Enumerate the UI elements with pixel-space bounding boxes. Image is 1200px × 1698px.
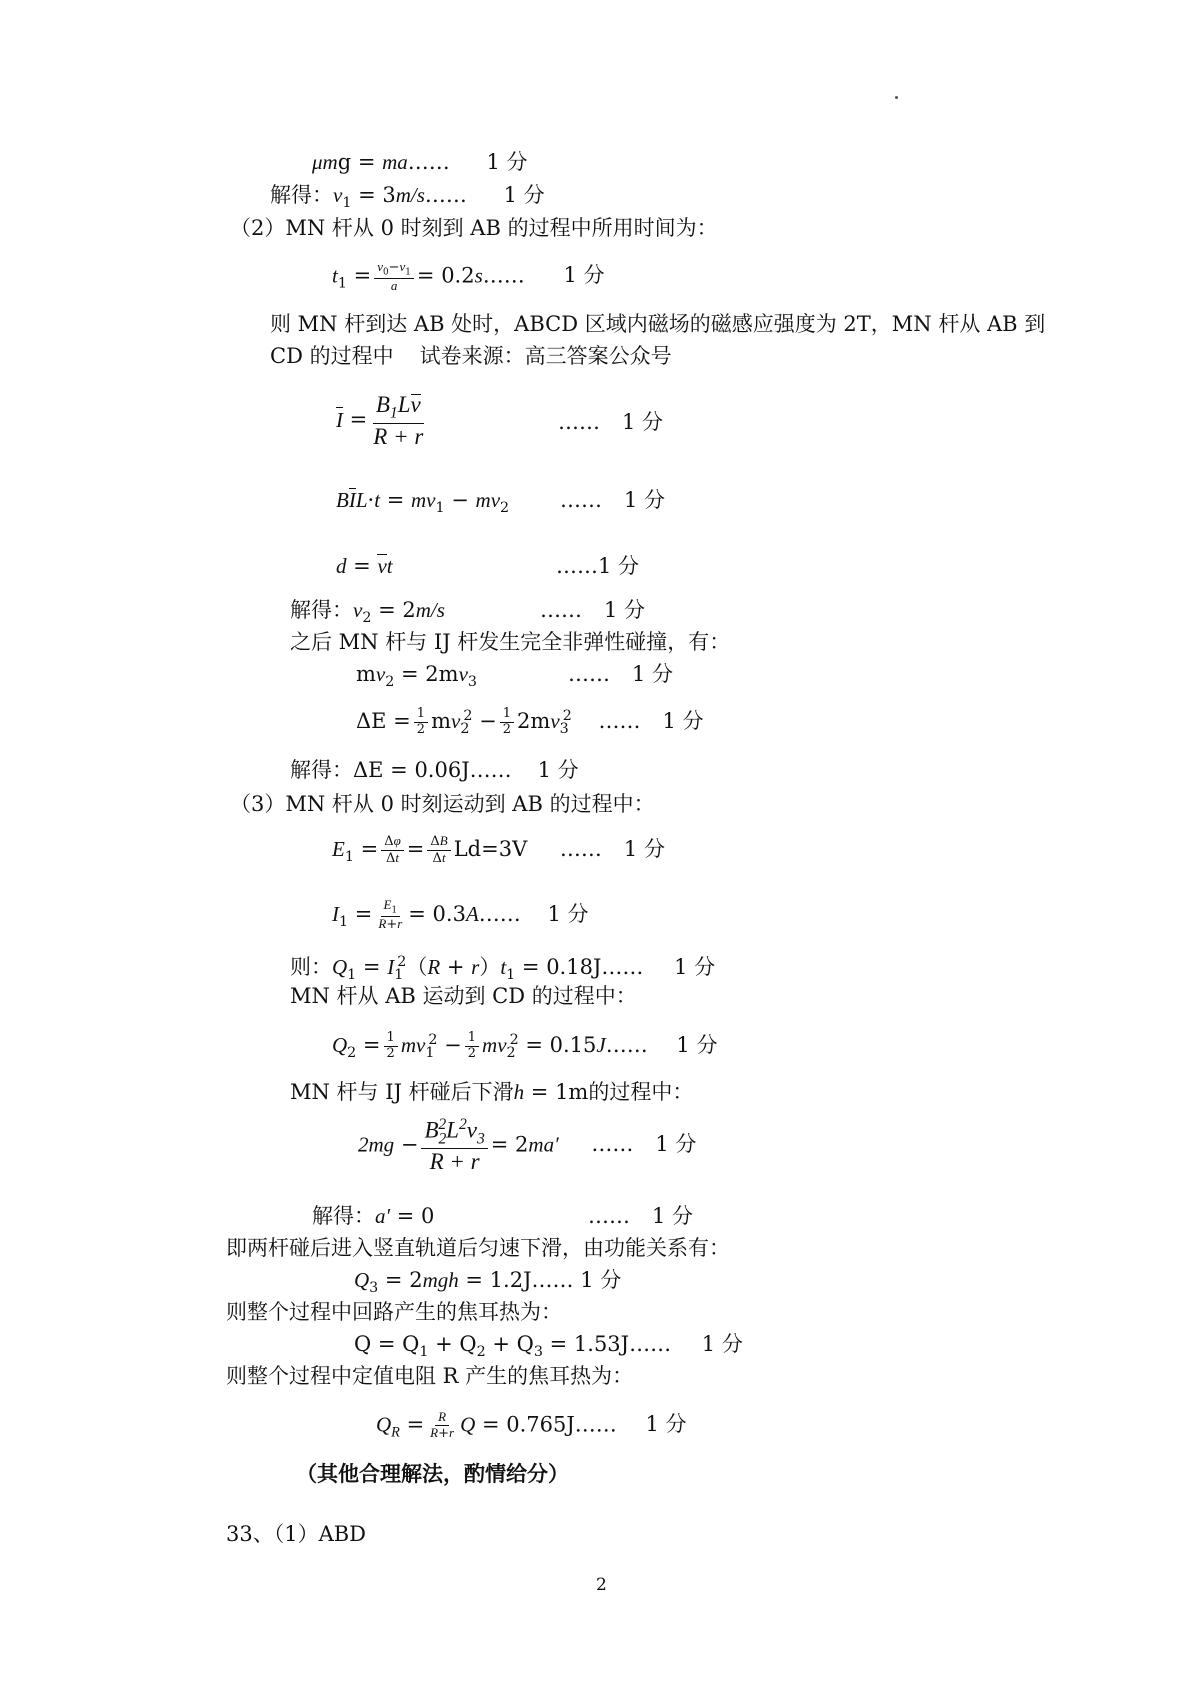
formula-q1: 则：$Q_1 = I_1^2(R + r)t_1$ = 0.18J…… 1 分 bbox=[290, 954, 716, 984]
score-line-distance: ……1 分 bbox=[556, 554, 640, 578]
uniform-motion: 即两杆碰后进入竖直轨道后匀速下滑，由功能关系有： bbox=[226, 1236, 730, 1260]
page-number: 2 bbox=[596, 1575, 607, 1595]
closing-note: （其他合理解法，酌情给分） bbox=[296, 1461, 569, 1486]
score-line-avg-current: …… 1 分 bbox=[558, 410, 664, 434]
section3-header: （3）MN 杆从 0 时刻运动到 AB 的过程中： bbox=[230, 792, 655, 816]
formula-q-resistor: $Q_R$ = $\frac{R}{R+r}$ Q = 0.765J…… 1 分 bbox=[376, 1409, 687, 1441]
formula-collision-momentum: $mv_2 = 2mv_3$ bbox=[356, 662, 477, 691]
formula-q2: $Q_2$ = $\frac{1}{2}$ $mv_1^2$ − $\frac{1}{2}$ $mv_2^2$ = 0.15J…… 1 分 bbox=[332, 1030, 718, 1062]
formula-emf: $E_1$ = $\frac{\Delta\varphi}{\Delta t}$ = $\frac{\Delta B}{\Delta t}$ Ld=3V …… 1 分 bbox=[332, 833, 665, 866]
solution-v2: 解得：$v_2 = 2m/s$ bbox=[290, 598, 445, 627]
resistor-heat-label: 则整个过程中定值电阻 R 产生的焦耳热为： bbox=[226, 1364, 634, 1388]
solution-energy-loss: 解得：ΔE = 0.06J…… 1 分 bbox=[290, 758, 579, 782]
score-line-acceleration: …… 1 分 bbox=[588, 1204, 694, 1228]
formula-friction: μmg = ma…… 1 分 bbox=[312, 150, 528, 174]
question-33-answer: 33、（1）ABD bbox=[226, 1522, 367, 1546]
after-collision-intro: MN 杆与 IJ 杆碰后下滑h = 1m的过程中： bbox=[290, 1080, 694, 1104]
solution-acceleration: 解得：a′ = 0 bbox=[312, 1204, 435, 1228]
formula-q-total: $Q = Q_1 + Q_2 + Q_3$ = 1.53J…… 1 分 bbox=[354, 1332, 743, 1361]
collision-intro: 之后 MN 杆与 IJ 杆发生完全非弹性碰撞，有： bbox=[290, 630, 731, 654]
formula-t1: $t_1$ = $\frac{v_0-v_1}{a}$ = 0.2s…… 1 分 bbox=[332, 259, 605, 293]
formula-distance: d = vt bbox=[336, 554, 393, 578]
score: 1 分 bbox=[486, 150, 528, 174]
score-line-v2: …… 1 分 bbox=[540, 598, 646, 622]
solution-v1: 解得：$v_1$ = 3m/s…… 1 分 bbox=[270, 183, 545, 212]
formula-momentum: $BIL\cdot t = mv_1 - mv_2$ bbox=[336, 488, 510, 517]
formula-average-current: I = $\frac{B_1Lv}{R + r}$ bbox=[336, 392, 424, 449]
section2-paragraph-2: CD 的过程中 试卷来源：高三答案公众号 bbox=[270, 344, 672, 368]
total-heat-label: 则整个过程中回路产生的焦耳热为： bbox=[226, 1300, 562, 1324]
ab-to-cd: MN 杆从 AB 运动到 CD 的过程中： bbox=[290, 984, 637, 1008]
formula-current: $I_1$ = $\frac{E_1}{R+r}$ = 0.3A…… 1 分 bbox=[332, 897, 589, 932]
source-note: 试卷来源：高三答案公众号 bbox=[419, 344, 672, 368]
scan-dot bbox=[895, 96, 898, 99]
formula-acceleration: 2mg − $\frac{B_2^2L^2v_3}{R + r}$ = 2ma′ …… 1 分 bbox=[358, 1116, 697, 1175]
score-line-collision: …… 1 分 bbox=[568, 662, 674, 686]
section2-header: （2）MN 杆从 0 时刻到 AB 的过程中所用时间为： bbox=[230, 216, 718, 240]
formula-energy-loss: ΔE = $\frac{1}{2}$ $mv_2^2$ − $\frac{1}{2}$ $2mv_3^2$ …… 1 分 bbox=[356, 706, 704, 738]
section2-paragraph-1: 则 MN 杆到达 AB 处时，ABCD 区域内磁场的磁感应强度为 2T，MN 杆从 AB 到 bbox=[270, 312, 1046, 336]
score-line-momentum: …… 1 分 bbox=[560, 488, 666, 512]
formula-q3: $Q_3 = 2mgh$ = 1.2J…… 1 分 bbox=[354, 1268, 622, 1297]
